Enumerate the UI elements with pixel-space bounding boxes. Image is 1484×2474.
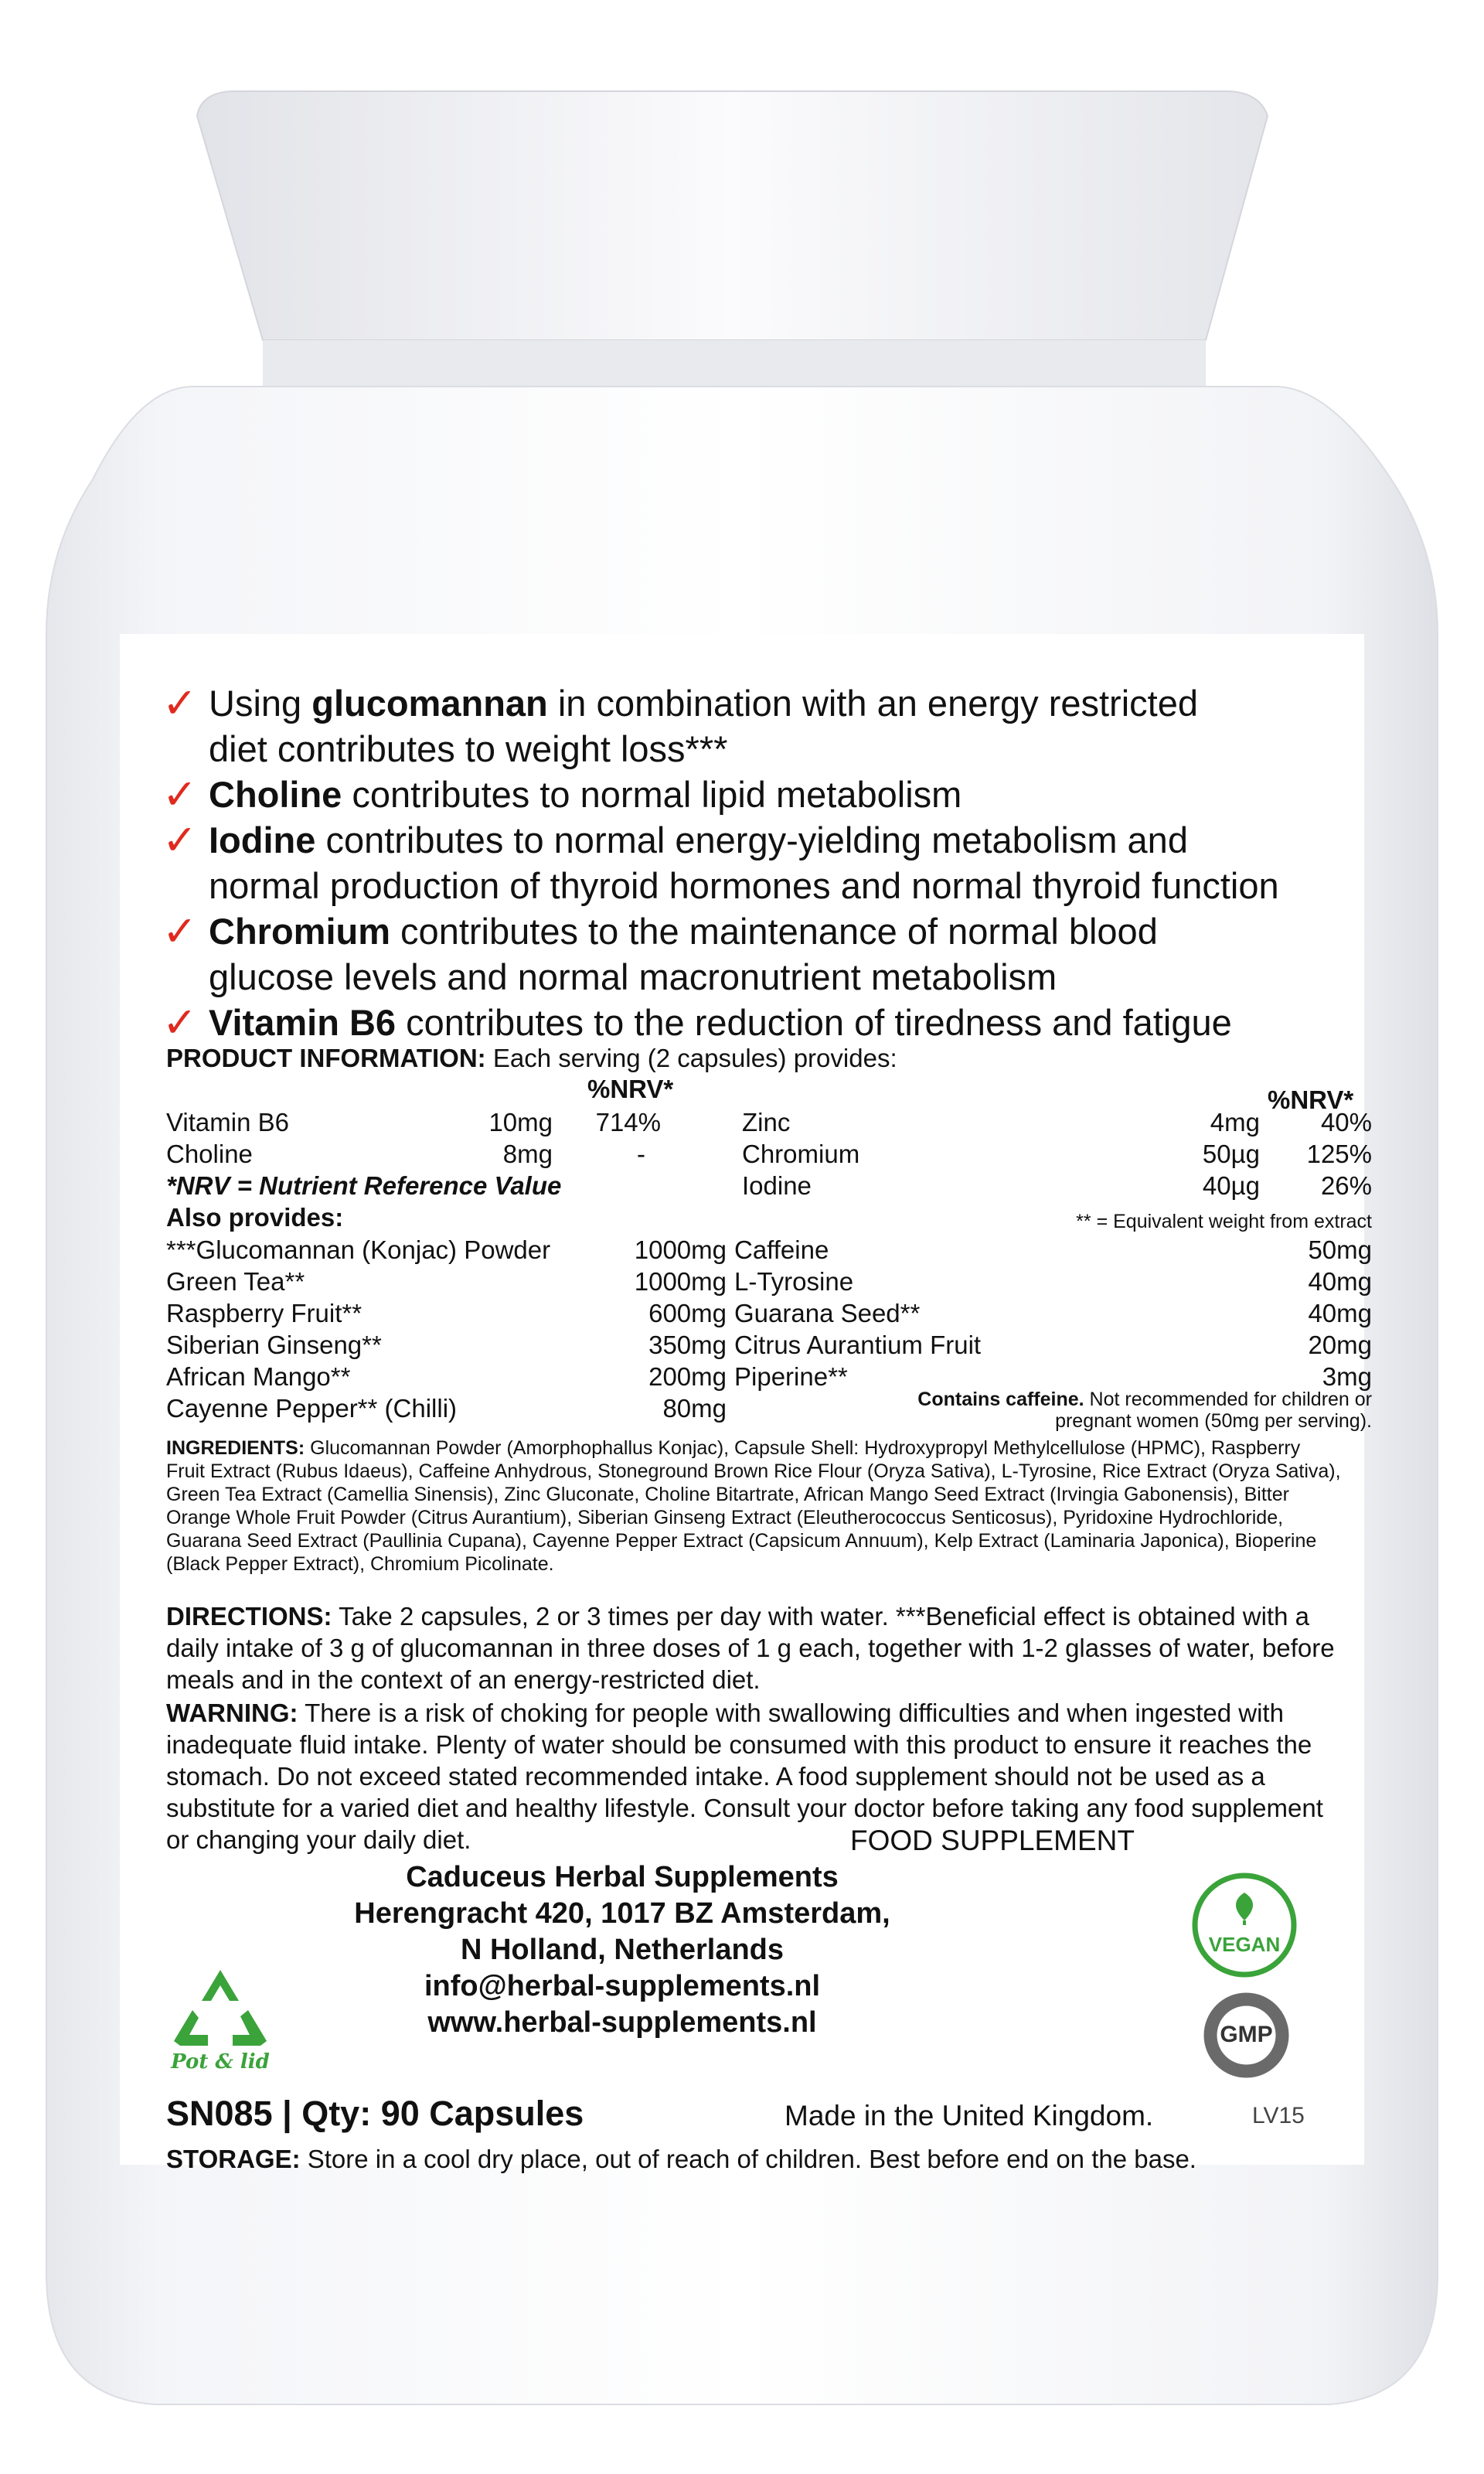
also-amount: 1000mg — [634, 1267, 727, 1296]
nutrient-nrv: - — [637, 1140, 645, 1168]
checkmark-icon: ✓ — [162, 770, 198, 819]
warning: WARNING: There is a risk of choking for people with swallowing difficulties and when ingested with inadequate fluid intake. Plenty of water should be consumed with this product to ensure it reaches the stomach. Do not exceed stated recommended intake. A food supplement should not be used as a substitute for a varied diet and healthy lifestyle. Consult your doctor before taking any food supplement or changing your daily diet. — [166, 1699, 1323, 1854]
also-amount: 1000mg — [634, 1235, 727, 1264]
checkmark-icon: ✓ — [162, 679, 198, 728]
company-address-1: Herengracht 420, 1017 BZ Amsterdam, — [354, 1897, 890, 1930]
company-name: Caduceus Herbal Supplements — [406, 1861, 839, 1893]
also-name: L-Tyrosine — [734, 1267, 854, 1296]
food-supplement-label: FOOD SUPPLEMENT — [850, 1825, 1135, 1856]
recycle-label: Pot & lid — [171, 2050, 270, 2074]
claim-iodine: ✓ Iodine contributes to normal energy-yielding metabolism and normal production of thyroid hormones and normal thyroid function — [162, 816, 1279, 906]
vegan-leaf-icon — [1190, 1871, 1298, 1979]
nrv-header-left: %NRV* — [587, 1075, 674, 1103]
nutrition-table — [166, 1073, 1372, 1432]
recycle-icon — [158, 1964, 282, 2057]
checkmark-icon: ✓ — [162, 907, 198, 956]
nutrient-name: Vitamin B6 — [166, 1108, 289, 1136]
nutrient-name: Chromium — [742, 1140, 860, 1168]
caffeine-warning: Contains caffeine. Not recommended for children or pregnant women (50mg per serving). — [917, 1389, 1372, 1432]
extract-note: ** = Equivalent weight from extract — [1076, 1211, 1372, 1232]
health-claims — [162, 680, 1368, 1045]
label-footer — [166, 2094, 1372, 2134]
checkmark-icon: ✓ — [162, 816, 198, 864]
product-information-heading: PRODUCT INFORMATION: Each serving (2 capsules) provides: — [166, 1044, 897, 1072]
also-amount: 80mg — [662, 1394, 727, 1423]
storage: STORAGE: Store in a cool dry place, out of reach of children. Best before end on the base. — [166, 2145, 1196, 2173]
gmp-label: GMP — [1220, 2022, 1273, 2047]
also-amount: 350mg — [648, 1331, 727, 1359]
nutrient-amount: 50µg — [1202, 1140, 1260, 1168]
also-name: Piperine** — [734, 1362, 848, 1391]
made-in: Made in the United Kingdom. — [785, 2100, 1154, 2132]
directions: DIRECTIONS: Take 2 capsules, 2 or 3 times per day with water. ***Beneficial effect is obtained with a daily intake of 3 g of glucomannan in three doses of 1 g each, together with 1-2 glasses of water, before meals and in the context of an energy-restricted diet. — [166, 1602, 1335, 1694]
ingredients: INGREDIENTS: Glucomannan Powder (Amorphophallus Konjac), Capsule Shell: Hydroxypropyl Methylcellulose (HPMC), Raspberry Fruit Extract (Rubus Idaeus), Caffeine Anhydrous, Stoneground Brown Rice Flour (Oryza Sativa), L-Tyrosine, Rice Extract (Oryza Sativa), Green Tea Extract (Camellia Sinensis), Zinc Gluconate, Choline Bitartrate, African Mango Seed Extract (Irvingia Gabonensis), Bitter Orange Whole Fruit Powder (Citrus Aurantium), Siberian Ginseng Extract (Eleutherococcus Senticosus), Pyridoxine Hydrochloride, Guarana Seed Extract (Paullinia Cupana), Cayenne Pepper Extract (Capsicum Annuum), Kelp Extract (Laminaria Japonica), Bioperine (Black Pepper Extract), Chromium Picolinate. — [166, 1437, 1341, 1575]
sku-quantity: SN085 | Qty: 90 Capsules — [166, 2094, 584, 2133]
nutrient-nrv: 26% — [1320, 1171, 1372, 1200]
also-amount: 3mg — [1322, 1362, 1372, 1391]
claim-choline: ✓ Choline contributes to normal lipid metabolism — [162, 770, 962, 819]
claim-glucomannan: ✓ Using glucomannan in combination with an energy restricted diet contributes to weight loss*** — [162, 679, 1198, 769]
nutrient-name: Zinc — [742, 1108, 791, 1136]
claim-vitamin-b6: ✓ Vitamin B6 contributes to the reduction of tiredness and fatigue — [162, 998, 1232, 1047]
company-info — [352, 1859, 893, 2041]
also-name: African Mango** — [166, 1362, 351, 1391]
nutrient-name: Choline — [166, 1140, 253, 1168]
also-amount: 20mg — [1308, 1331, 1372, 1359]
nutrient-amount: 4mg — [1210, 1108, 1260, 1136]
nutrient-nrv: 714% — [595, 1108, 661, 1136]
also-name: Caffeine — [734, 1235, 829, 1264]
also-name: Siberian Ginseng** — [166, 1331, 382, 1359]
also-amount: 50mg — [1308, 1235, 1372, 1264]
bottle-cap — [197, 91, 1268, 340]
recycle-badge — [158, 1964, 282, 2080]
label-version: LV15 — [1252, 2103, 1305, 2128]
also-name: Cayenne Pepper** (Chilli) — [166, 1394, 458, 1423]
claim-chromium: ✓ Chromium contributes to the maintenance of normal blood glucose levels and normal macronutrient metabolism — [162, 907, 1158, 997]
also-name: Guarana Seed** — [734, 1299, 921, 1327]
nutrient-name: Iodine — [742, 1171, 812, 1200]
company-website: www.herbal-supplements.nl — [427, 2006, 817, 2039]
nutrient-amount: 40µg — [1202, 1171, 1260, 1200]
also-name: Raspberry Fruit** — [166, 1299, 362, 1327]
gmp-badge — [1202, 1991, 1291, 2080]
vegan-badge — [1190, 1871, 1298, 1979]
also-amount: 600mg — [648, 1299, 727, 1327]
product-label — [120, 634, 1372, 2173]
nrv-header-right: %NRV* — [1268, 1085, 1354, 1114]
also-amount: 40mg — [1308, 1299, 1372, 1327]
company-address-2: N Holland, Netherlands — [460, 1934, 785, 1966]
also-provides-heading: Also provides: — [166, 1203, 344, 1232]
company-email: info@herbal-supplements.nl — [424, 1970, 821, 2002]
nrv-note: *NRV = Nutrient Reference Value — [166, 1171, 562, 1200]
also-name: ***Glucomannan (Konjac) Powder — [166, 1235, 551, 1264]
also-name: Citrus Aurantium Fruit — [734, 1331, 982, 1359]
also-name: Green Tea** — [166, 1267, 305, 1296]
bottle-neck — [263, 340, 1206, 387]
checkmark-icon: ✓ — [162, 998, 198, 1047]
also-amount: 40mg — [1308, 1267, 1372, 1296]
also-amount: 200mg — [648, 1362, 727, 1391]
nutrient-nrv: 40% — [1320, 1108, 1372, 1136]
vegan-label: VEGAN — [1208, 1933, 1281, 1956]
nutrient-amount: 8mg — [502, 1140, 553, 1168]
nutrient-nrv: 125% — [1306, 1140, 1372, 1168]
nutrient-amount: 10mg — [488, 1108, 553, 1136]
